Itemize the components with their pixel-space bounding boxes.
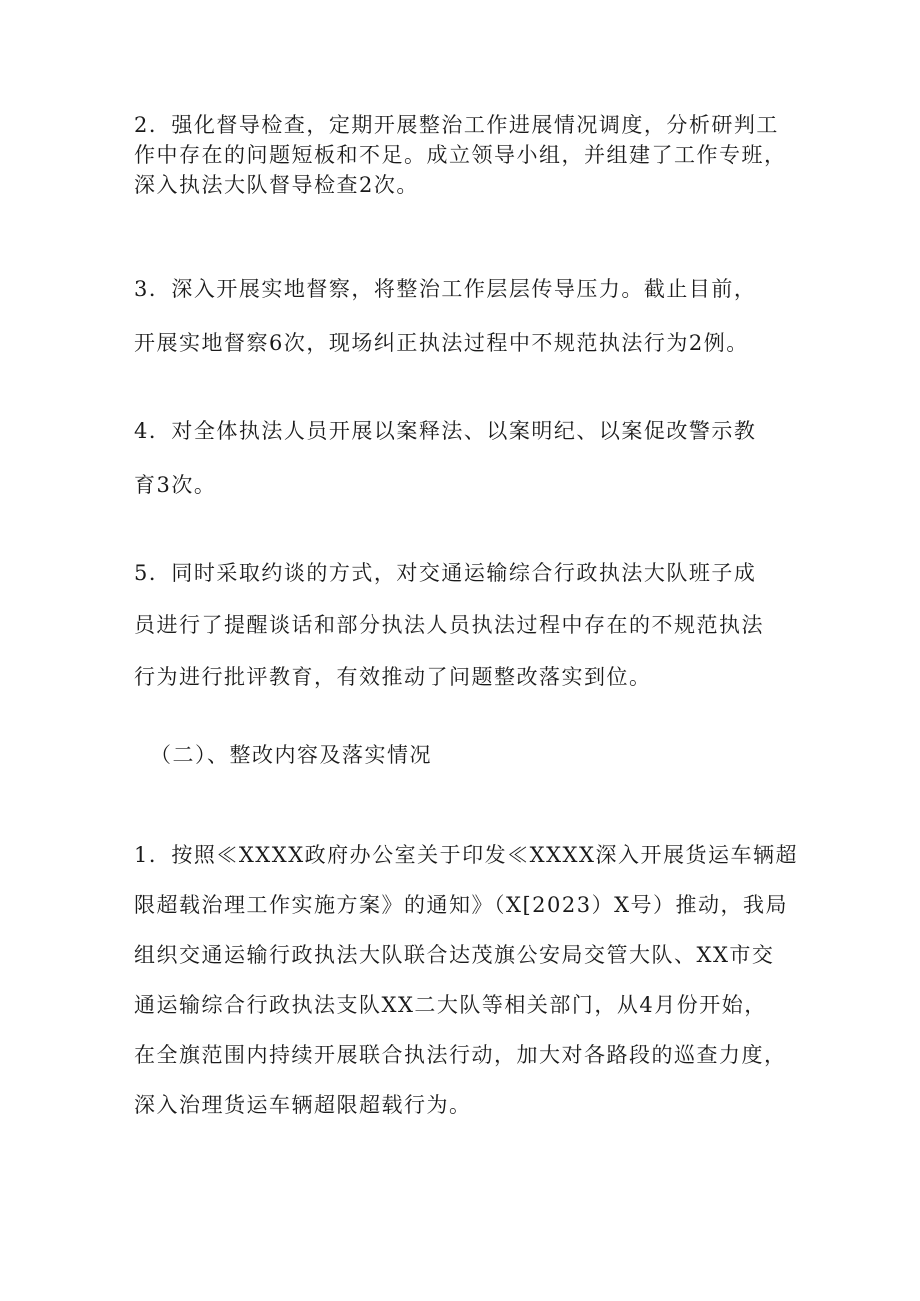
section-heading <box>150 740 850 770</box>
paragraph-line: 通运输综合行政执法支队XX二大队等相关部门，从4月份开始， <box>134 993 767 1017</box>
section-heading-text: （二）、整改内容及落实情况 <box>150 743 432 767</box>
paragraph-line: 1．按照≪XXXX政府办公室关于印发≪XXXX深入开展货运车辆超 <box>134 843 798 867</box>
paragraph-line: 组织交通运输行政执法大队联合达茂旗公安局交管大队、XX市交 <box>134 943 775 967</box>
paragraph-line: 在全旗范围内持续开展联合执法行动，加大对各路段的巡查力度， <box>134 1043 787 1067</box>
paragraph-line: 行为进行批评教育，有效推动了问题整改落实到位。 <box>134 665 652 689</box>
paragraph-item-2 <box>134 110 834 200</box>
paragraph-line: 3．深入开展实地督察，将整治工作层层传导压力。截止目前， <box>134 277 757 301</box>
paragraph-line: 作中存在的问题短板和不足。成立领导小组，并组建了工作专班， <box>134 143 787 167</box>
paragraph-line: 5．同时采取约谈的方式，对交通运输综合行政执法大队班子成 <box>134 561 757 585</box>
paragraph-line: 深入治理货运车辆超限超载行为。 <box>134 1093 472 1117</box>
paragraph-line: 限超载治理工作实施方案》的通知》（X[2023）X号）推动，我局 <box>134 893 789 917</box>
paragraph-line: 2．强化督导检查，定期开展整治工作进展情况调度，分析研判工 <box>134 113 779 137</box>
paragraph-item-4 <box>134 404 834 512</box>
paragraph-line: 员进行了提醒谈话和部分执法人员执法过程中存在的不规范执法 <box>134 613 764 637</box>
section-paragraph-item-1 <box>134 830 834 1130</box>
paragraph-item-5 <box>134 547 834 703</box>
paragraph-line: 4．对全体执法人员开展以案释法、以案明纪、以案促改警示教 <box>134 419 757 443</box>
paragraph-item-3 <box>134 262 834 370</box>
paragraph-line: 开展实地督察6次，现场纠正执法过程中不规范执法行为2例。 <box>134 331 749 355</box>
paragraph-line: 深入执法大队督导检查2次。 <box>134 173 419 197</box>
paragraph-line: 育3次。 <box>134 473 217 497</box>
